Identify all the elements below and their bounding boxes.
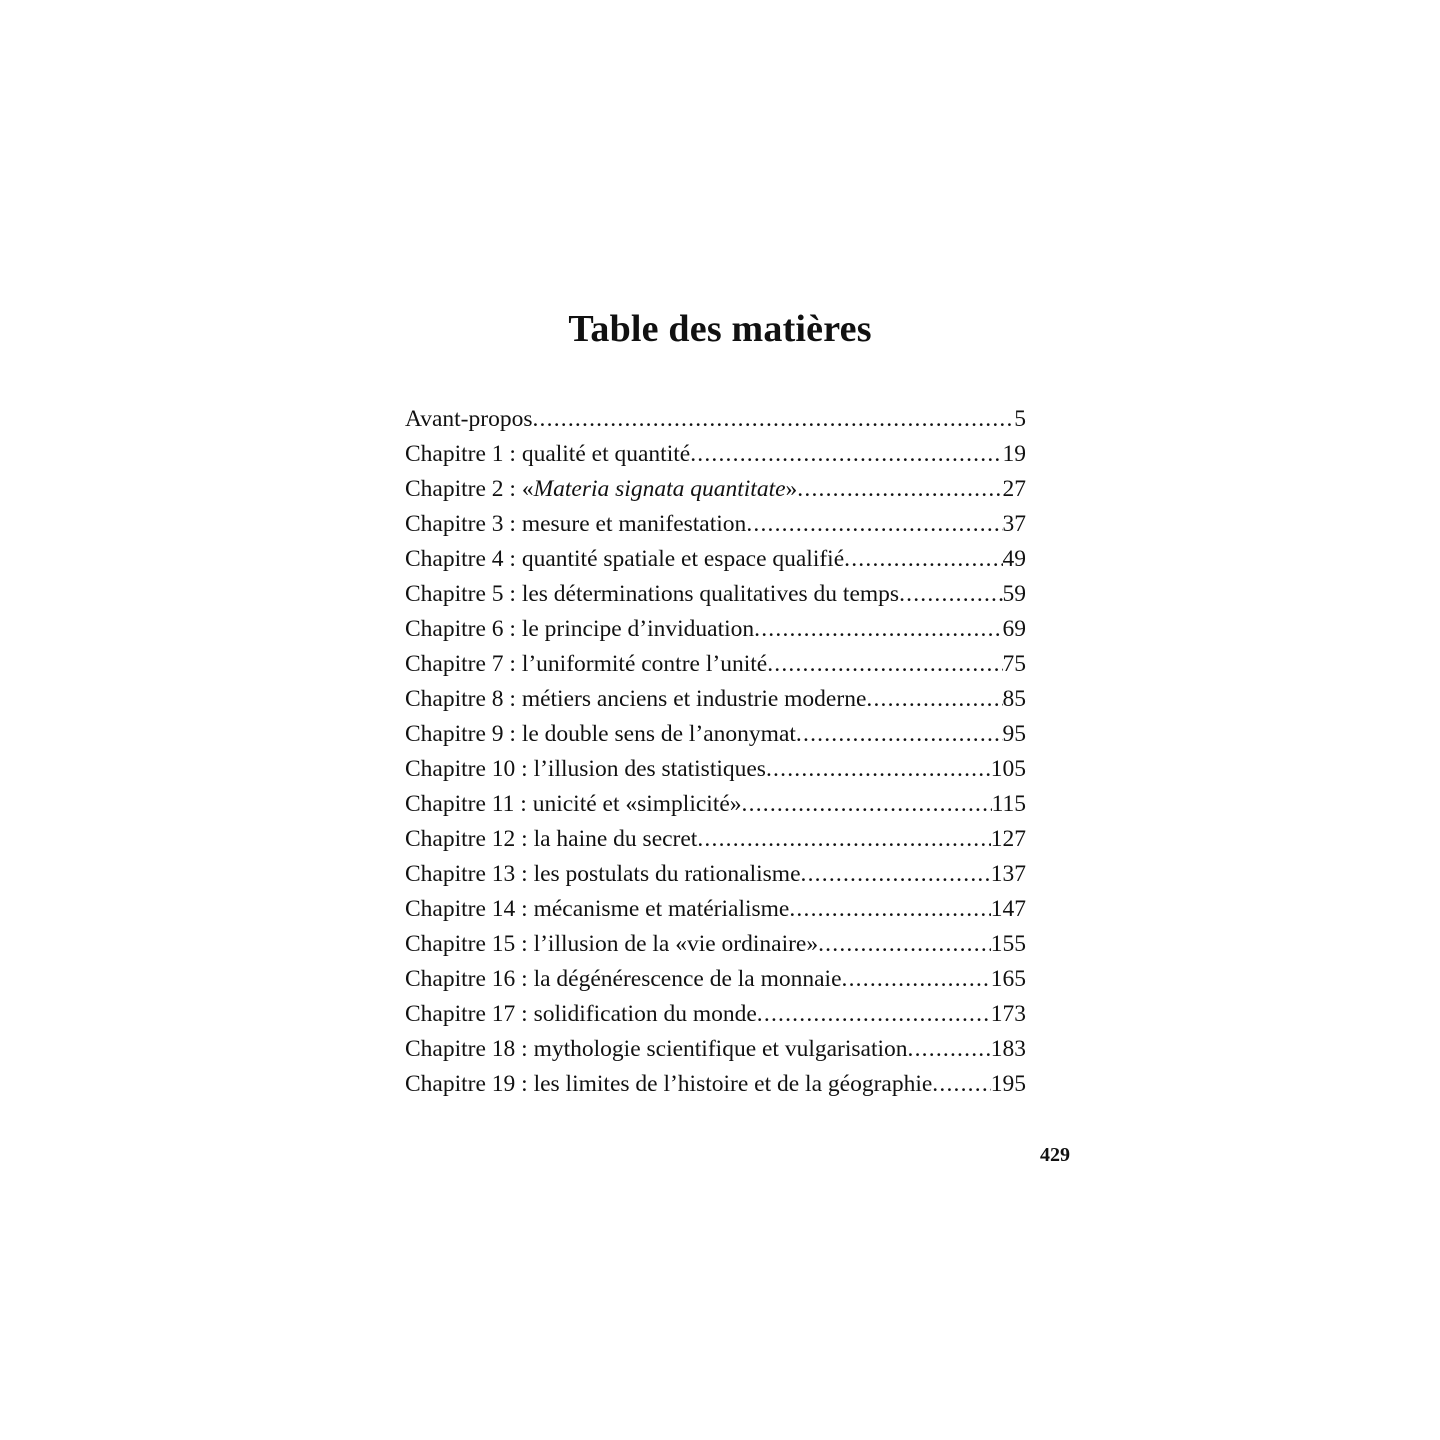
- toc-entry-label: Chapitre 18 : mythologie scientifique et vulgarisation: [405, 1036, 908, 1062]
- toc-entry-label: Chapitre 14 : mécanisme et matérialisme: [405, 896, 790, 922]
- toc-entry-page: 127: [990, 826, 1026, 852]
- toc-entry-page: 115: [991, 791, 1026, 817]
- toc-entry-page: 85: [1002, 686, 1026, 712]
- toc-entry: [405, 647, 1026, 682]
- dot-leader: [746, 507, 1002, 542]
- toc-entry-page: 49: [1002, 546, 1026, 572]
- toc-entry-label: Chapitre 8 : métiers anciens et industrie moderne: [405, 686, 867, 712]
- toc-entry-label: Chapitre 1 : qualité et quantité: [405, 441, 691, 467]
- toc-entry: [405, 402, 1026, 437]
- toc-entry-page: 105: [990, 756, 1026, 782]
- toc-entry-label: Chapitre 17 : solidification du monde: [405, 1001, 757, 1027]
- dot-leader: [767, 647, 1002, 682]
- toc-entry-label: Chapitre 12 : la haine du secret: [405, 826, 698, 852]
- toc-entry: [405, 892, 1026, 927]
- toc-entry-page: 37: [1002, 511, 1026, 537]
- dot-leader: [844, 542, 1002, 577]
- toc-entry: [405, 577, 1026, 612]
- toc-entry-page: 183: [990, 1036, 1026, 1062]
- toc-entry: [405, 787, 1026, 822]
- table-of-contents: [405, 402, 1026, 1102]
- toc-entry-label: Chapitre 4 : quantité spatiale et espace qualifié: [405, 546, 845, 572]
- toc-entry-label: [405, 472, 797, 507]
- toc-entry: [405, 1067, 1026, 1102]
- toc-entry-page: 69: [1002, 616, 1026, 642]
- toc-entry-page: 155: [990, 931, 1026, 957]
- toc-entry: [405, 437, 1026, 472]
- toc-entry-label: Chapitre 5 : les déterminations qualitatives du temps: [405, 581, 900, 607]
- dot-leader: [796, 717, 1003, 752]
- dot-leader: [766, 752, 991, 787]
- dot-leader: [866, 682, 1002, 717]
- toc-entry-page: 147: [990, 896, 1026, 922]
- toc-entry: [405, 472, 1026, 507]
- toc-entry: [405, 682, 1026, 717]
- toc-entry-label-prefix: Chapitre 2 : «: [405, 476, 534, 502]
- toc-entry: [405, 542, 1026, 577]
- toc-entry-page: 75: [1002, 651, 1026, 677]
- toc-entry-label: Chapitre 11 : unicité et «simplicité»: [405, 791, 742, 817]
- toc-entry-page: 173: [990, 1001, 1026, 1027]
- toc-entry-page: 95: [1002, 721, 1026, 747]
- dot-leader: [899, 577, 1002, 612]
- dot-leader: [690, 437, 1002, 472]
- toc-entry-label: Chapitre 13 : les postulats du rationalisme: [405, 861, 801, 887]
- toc-entry-label: Chapitre 7 : l’uniformité contre l’unité: [405, 651, 768, 677]
- dot-leader: [801, 857, 991, 892]
- toc-entry-label: Chapitre 3 : mesure et manifestation: [405, 511, 747, 537]
- dot-leader: [697, 822, 990, 857]
- toc-entry-label-italic: Materia signata quantitate: [533, 476, 786, 502]
- page-number: 429: [1040, 1144, 1070, 1166]
- toc-entry-page: 19: [1002, 441, 1026, 467]
- dot-leader: [532, 402, 1014, 437]
- toc-entry-page: 195: [990, 1071, 1026, 1097]
- toc-entry-page: 137: [990, 861, 1026, 887]
- toc-entry-page: 165: [990, 966, 1026, 992]
- toc-entry-page: 5: [1014, 406, 1026, 432]
- dot-leader: [797, 472, 1002, 507]
- page-title: Table des matières: [568, 308, 872, 350]
- toc-entry-label-suffix: »: [785, 476, 798, 502]
- toc-entry: [405, 717, 1026, 752]
- toc-entry: [405, 997, 1026, 1032]
- toc-entry-label: Chapitre 10 : l’illusion des statistiques: [405, 756, 766, 782]
- toc-entry-label: Chapitre 16 : la dégénérescence de la monnaie: [405, 966, 842, 992]
- dot-leader: [842, 962, 991, 997]
- toc-entry-label: Chapitre 9 : le double sens de l’anonymat: [405, 721, 796, 747]
- dot-leader: [742, 787, 992, 822]
- dot-leader: [818, 927, 991, 962]
- toc-entry-page: 27: [1002, 476, 1026, 502]
- toc-entry: [405, 1032, 1026, 1067]
- toc-entry: [405, 927, 1026, 962]
- dot-leader: [789, 892, 990, 927]
- toc-entry-label: Chapitre 19 : les limites de l’histoire et de la géographie: [405, 1071, 933, 1097]
- toc-entry: [405, 962, 1026, 997]
- toc-entry: [405, 612, 1026, 647]
- toc-entry-page: 59: [1002, 581, 1026, 607]
- toc-entry: [405, 822, 1026, 857]
- dot-leader: [757, 997, 991, 1032]
- dot-leader: [908, 1032, 991, 1067]
- toc-entry: [405, 752, 1026, 787]
- toc-entry-label: Avant-propos: [405, 406, 533, 432]
- dot-leader: [754, 612, 1002, 647]
- toc-entry-label: Chapitre 6 : le principe d’inviduation: [405, 616, 755, 642]
- toc-entry: [405, 857, 1026, 892]
- toc-entry: [405, 507, 1026, 542]
- toc-entry-label: Chapitre 15 : l’illusion de la «vie ordinaire»: [405, 931, 819, 957]
- dot-leader: [932, 1067, 990, 1102]
